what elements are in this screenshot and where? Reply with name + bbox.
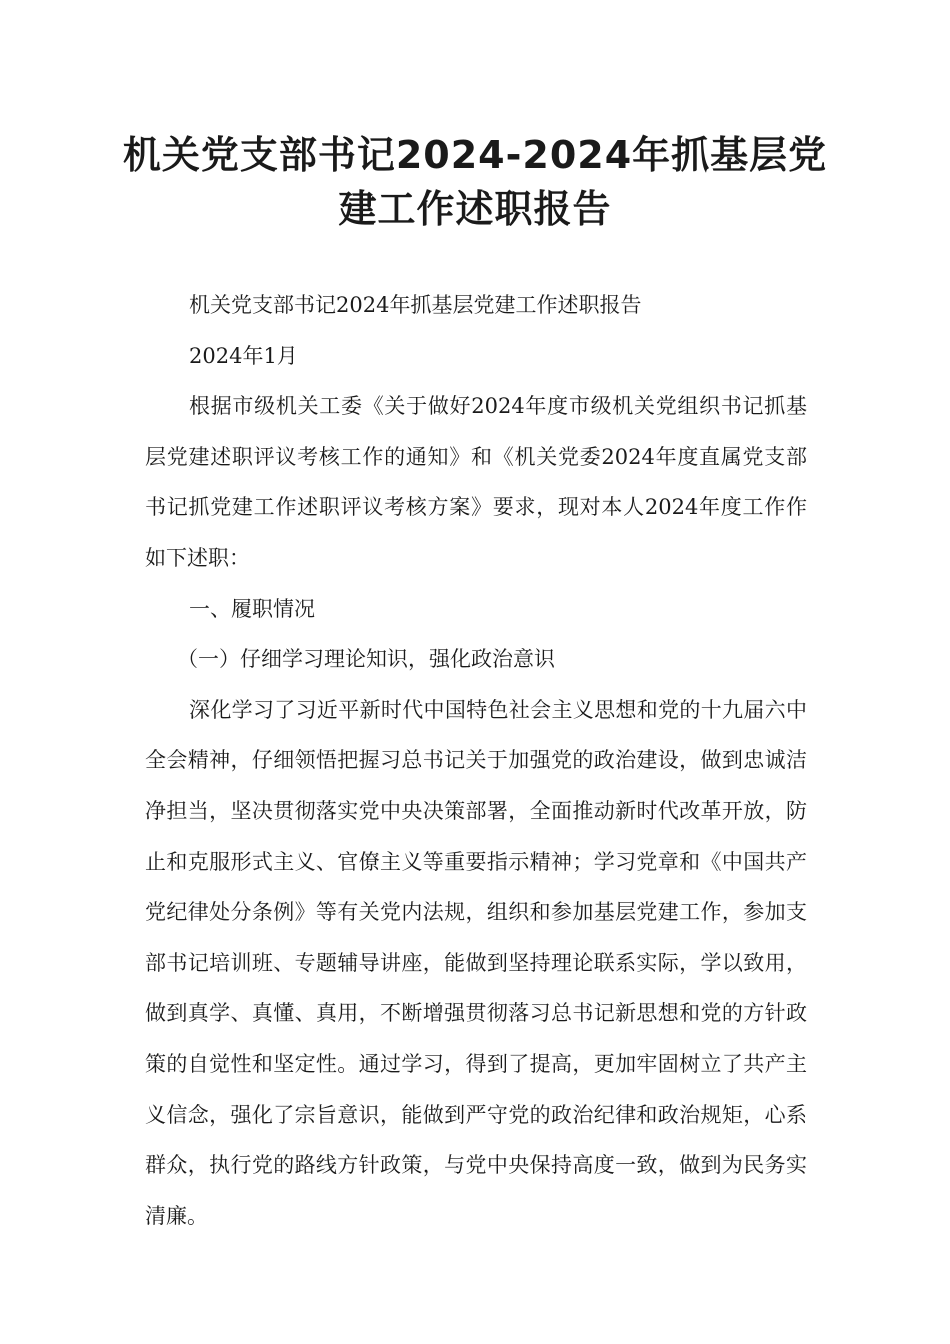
intro-paragraph: 根据市级机关工委《关于做好2024年度市级机关党组织书记抓基层党建述职评议考核工作的通知》和《机关党委2024年度直属党支部书记抓党建工作述职评议考核方案》要求，现对本人2024年度工作作如下述职：	[145, 394, 807, 570]
body-paragraph: 深化学习了习近平新时代中国特色社会主义思想和党的十九届六中全会精神，仔细领悟把握习总书记关于加强党的政治建设，做到忠诚洁净担当，坚决贯彻落实党中央决策部署，全面推动新时代改革开放，防止和克服形式主义、官僚主义等重要指示精神；学习党章和《中国共产党纪律处分条例》等有关党内法规，组织和参加基层党建工作，参加支部书记培训班、专题辅导讲座，能做到坚持理论联系实际，学以致用，做到真学、真懂、真用，不断增强贯彻落习总书记新思想和党的方针政策的自觉性和坚定性。通过学习，得到了提高，更加牢固树立了共产主义信念，强化了宗旨意识，能做到严守党的政治纪律和政治规矩，心系群众，执行党的路线方针政策，与党中央保持高度一致，做到为民务实清廉。	[145, 697, 807, 1228]
report-date: 2024年1月	[189, 343, 298, 368]
title-line-1: 机关党支部书记2024-2024年抓基层党	[122, 133, 828, 177]
subsection-heading: （一）仔细学习理论知识，强化政治意识	[177, 647, 555, 672]
report-subtitle: 机关党支部书记2024年抓基层党建工作述职报告	[189, 293, 642, 317]
section-heading: 一、履职情况	[189, 596, 315, 621]
document-title	[120, 128, 830, 236]
document-body	[145, 280, 807, 1241]
title-line-2: 建工作述职报告	[338, 187, 612, 231]
